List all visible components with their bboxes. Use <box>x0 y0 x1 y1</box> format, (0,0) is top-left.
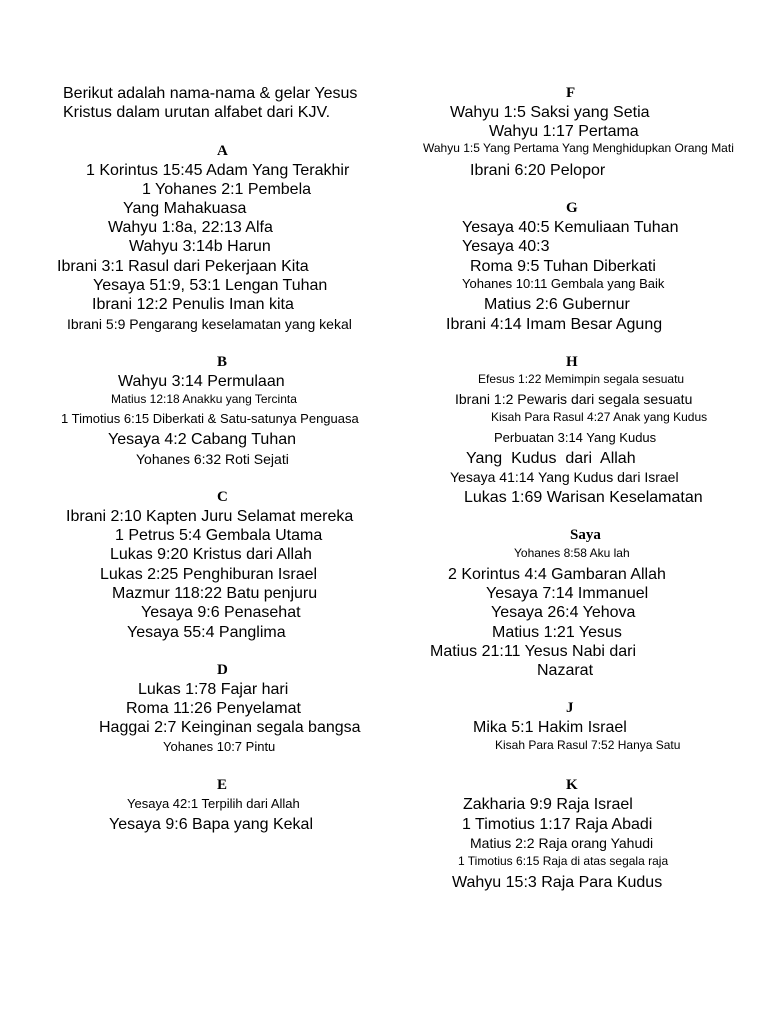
list-item: Yesaya 26:4 Yehova <box>491 604 636 621</box>
list-item: Ibrani 12:2 Penulis Iman kita <box>92 296 294 313</box>
list-item: Yesaya 41:14 Yang Kudus dari Israel <box>450 469 679 485</box>
list-item: Mazmur 118:22 Batu penjuru <box>112 585 318 602</box>
section-heading-c: C <box>217 489 228 505</box>
list-item: Matius 2:2 Raja orang Yahudi <box>470 835 654 851</box>
list-item: 1 Yohanes 2:1 Pembela <box>142 181 312 198</box>
list-item: Wahyu 1:8a, 22:13 Alfa <box>108 219 273 236</box>
list-item: Yang Mahakuasa <box>123 200 247 217</box>
section-heading-f: F <box>566 85 576 101</box>
list-item: Wahyu 1:5 Saksi yang Setia <box>450 104 650 121</box>
list-item: Ibrani 3:1 Rasul dari Pekerjaan Kita <box>57 258 309 275</box>
list-item: Yohanes 10:7 Pintu <box>163 739 276 754</box>
list-item: Lukas 1:78 Fajar hari <box>138 681 289 698</box>
section-heading-b: B <box>217 354 228 370</box>
list-item: Yohanes 10:11 Gembala yang Baik <box>462 276 665 291</box>
list-item: 1 Timotius 1:17 Raja Abadi <box>462 816 653 833</box>
list-item: Yesaya 4:2 Cabang Tuhan <box>108 431 297 448</box>
list-item: Perbuatan 3:14 Yang Kudus <box>494 430 657 445</box>
section-heading-j: J <box>566 700 574 716</box>
list-item: Yang Kudus dari Allah <box>466 450 636 467</box>
list-item: Wahyu 3:14b Harun <box>129 238 271 255</box>
section-heading-d: D <box>217 662 228 678</box>
list-item: Kisah Para Rasul 7:52 Hanya Satu <box>495 738 681 752</box>
list-item: 1 Korintus 15:45 Adam Yang Terakhir <box>86 162 350 179</box>
section-heading-g: G <box>566 200 578 216</box>
list-item: Yesaya 40:3 <box>462 238 550 255</box>
list-item: Efesus 1:22 Memimpin segala sesuatu <box>478 372 685 386</box>
intro-line-1: Berikut adalah nama-nama & gelar Yesus <box>63 85 358 102</box>
list-item: Yesaya 9:6 Bapa yang Kekal <box>109 816 314 833</box>
list-item: Ibrani 2:10 Kapten Juru Selamat mereka <box>66 508 354 525</box>
list-item: Yesaya 40:5 Kemuliaan Tuhan <box>462 219 679 236</box>
section-heading-h: H <box>566 354 578 370</box>
list-item: Wahyu 1:5 Yang Pertama Yang Menghidupkan Orang Mati <box>423 141 734 155</box>
intro-line-2: Kristus dalam urutan alfabet dari KJV. <box>63 104 331 121</box>
list-item: Wahyu 3:14 Permulaan <box>118 373 285 390</box>
list-item: Ibrani 6:20 Pelopor <box>470 162 606 179</box>
list-item: Ibrani 5:9 Pengarang keselamatan yang kekal <box>67 316 352 332</box>
list-item: Yohanes 6:32 Roti Sejati <box>136 451 289 467</box>
list-item: Wahyu 1:17 Pertama <box>489 123 639 140</box>
list-item: Wahyu 15:3 Raja Para Kudus <box>452 874 663 891</box>
list-item: Ibrani 4:14 Imam Besar Agung <box>446 316 663 333</box>
list-item: Yesaya 55:4 Panglima <box>127 624 286 641</box>
list-item: Matius 12:18 Anakku yang Tercinta <box>111 392 297 406</box>
section-heading-e: E <box>217 777 228 793</box>
list-item: 2 Korintus 4:4 Gambaran Allah <box>448 566 666 583</box>
list-item: Haggai 2:7 Keinginan segala bangsa <box>99 719 361 736</box>
list-item: Yesaya 9:6 Penasehat <box>141 604 301 621</box>
list-item: Yohanes 8:58 Aku lah <box>514 546 630 560</box>
list-item: Nazarat <box>537 662 594 679</box>
list-item: Matius 2:6 Gubernur <box>484 296 630 313</box>
list-item: Roma 9:5 Tuhan Diberkati <box>470 258 656 275</box>
list-item: Matius 1:21 Yesus <box>492 624 622 641</box>
section-heading-a: A <box>217 143 228 159</box>
list-item: Yesaya 7:14 Immanuel <box>486 585 649 602</box>
list-item: Matius 21:11 Yesus Nabi dari <box>430 643 637 660</box>
list-item: 1 Timotius 6:15 Raja di atas segala raja <box>458 854 669 868</box>
list-item: Yesaya 51:9, 53:1 Lengan Tuhan <box>93 277 328 294</box>
section-heading-k: K <box>566 777 578 793</box>
list-item: Mika 5:1 Hakim Israel <box>473 719 627 736</box>
section-heading-saya: Saya <box>570 527 601 543</box>
list-item: Zakharia 9:9 Raja Israel <box>463 796 633 813</box>
list-item: Kisah Para Rasul 4:27 Anak yang Kudus <box>491 410 708 424</box>
list-item: Ibrani 1:2 Pewaris dari segala sesuatu <box>455 391 693 407</box>
list-item: Yesaya 42:1 Terpilih dari Allah <box>127 796 300 811</box>
list-item: Lukas 9:20 Kristus dari Allah <box>110 546 312 563</box>
list-item: Lukas 2:25 Penghiburan Israel <box>100 566 318 583</box>
list-item: Roma 11:26 Penyelamat <box>126 700 301 717</box>
list-item: 1 Petrus 5:4 Gembala Utama <box>115 527 323 544</box>
list-item: 1 Timotius 6:15 Diberkati & Satu-satunya Penguasa <box>61 411 359 426</box>
list-item: Lukas 1:69 Warisan Keselamatan <box>464 489 703 506</box>
